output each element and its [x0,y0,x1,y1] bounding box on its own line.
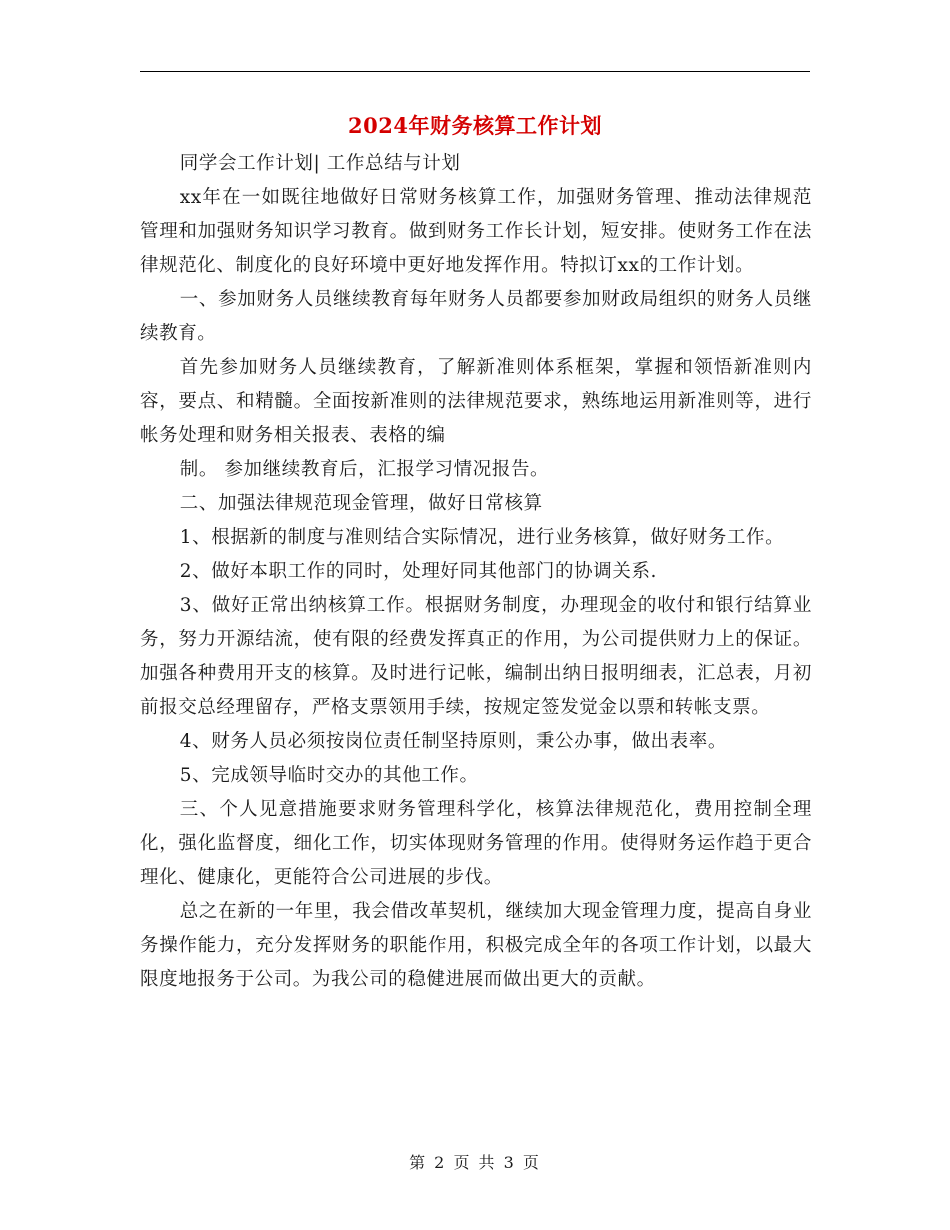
paragraph-item-3: 3、做好正常出纳核算工作。根据财务制度，办理现金的收付和银行结算业务，努力开源结流，使有限的经费发挥真正的作用，为公司提供财力上的保证。加强各种费用开支的核算。及时进行记帐，编制出纳日报明细表，汇总表，月初前报交总经理留存，严格支票领用手续，按规定签发觉金以票和转帐支票。 [140,595,812,718]
paragraph-item-2: 2、做好本职工作的同时，处理好同其他部门的协调关系. [179,561,658,582]
paragraph-category: 同学会工作计划| 工作总结与计划 [179,153,461,174]
paragraph-item-1: 1、根据新的制度与准则结合实际情况，进行业务核算，做好财务工作。 [179,527,785,548]
document-title: 2024年财务核算工作计划 [348,113,602,138]
paragraph-section-one-body: 首先参加财务人员继续教育，了解新准则体系框架，掌握和领悟新准则内容，要点、和精髓。全面按新准则的法律规范要求，熟练地运用新准则等，进行帐务处理和财务相关报表、表格的编 [140,357,812,446]
paragraph-conclusion: 总之在新的一年里，我会借改革契机，继续加大现金管理力度，提高自身业务操作能力，充分发挥财务的职能作用，积极完成全年的各项工作计划，以最大限度地报务于公司。为我公司的稳健进展而做出更大的贡献。 [140,901,812,990]
paragraph-section-one-continued: 制。 参加继续教育后，汇报学习情况报告。 [179,459,550,480]
paragraph-section-two-heading: 二、加强法律规范现金管理，做好日常核算 [179,493,543,514]
paragraph-intro: xx年在一如既往地做好日常财务核算工作，加强财务管理、推动法律规范管理和加强财务知识学习教育。做到财务工作长计划，短安排。使财务工作在法律规范化、制度化的良好环境中更好地发挥作用。特拟订xx的工作计划。 [140,187,812,276]
paragraph-section-one-heading: 一、参加财务人员继续教育每年财务人员都要参加财政局组织的财务人员继续教育。 [140,289,812,344]
document-body [140,147,812,997]
paragraph-item-5: 5、完成领导临时交办的其他工作。 [179,765,479,786]
page-number-footer: 第 2 页 共 3 页 [409,1153,541,1172]
paragraph-item-4: 4、财务人员必须按岗位责任制坚持原则，秉公办事，做出表率。 [179,731,727,752]
paragraph-section-three: 三、个人见意措施要求财务管理科学化，核算法律规范化，费用控制全理化，强化监督度，细化工作，切实体现财务管理的作用。使得财务运作趋于更合理化、健康化，更能符合公司进展的步伐。 [140,799,812,888]
header-rule [140,71,810,72]
